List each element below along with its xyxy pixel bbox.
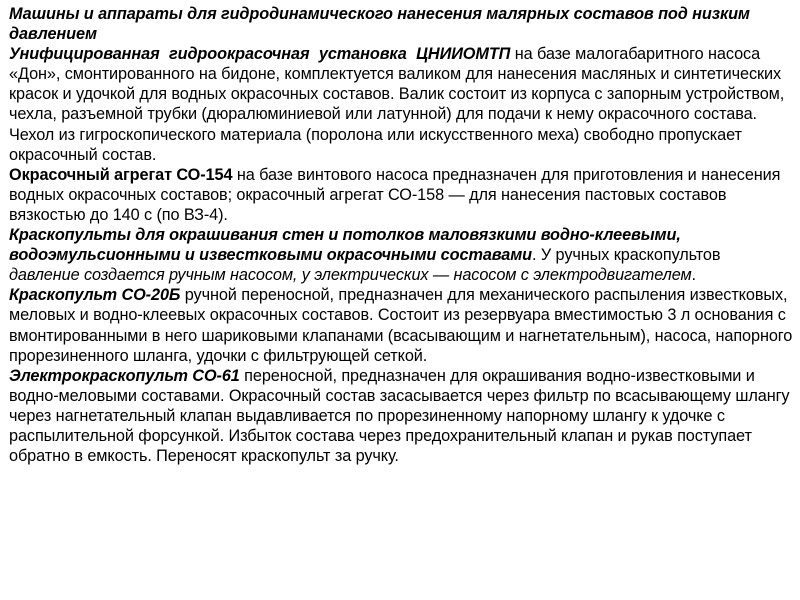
text-sprayers-2: . [691, 266, 696, 285]
text-sprayers-italic: давление создается ручным насосом, у электрических — насосом с электродвигателем [9, 266, 692, 285]
text-co154: на базе винтового насоса предназначен для приготовления и нанесения водных окрасочных составов; окрасочный агрегат СО-158 — для нанесения пастовых составов вязкостью до 140 с (по ВЗ-4). [9, 165, 781, 224]
paragraph-sprayers [9, 225, 793, 285]
term-co154: Окрасочный агрегат СО-154 [9, 165, 233, 184]
heading-title: Машины и аппараты для гидродинамического нанесения малярных составов под низким давлением [9, 5, 750, 44]
text-sprayers-1: . У ручных краскопультов [532, 246, 721, 265]
document-heading [9, 4, 793, 44]
paragraph-co154 [9, 165, 793, 225]
term-unified-installation: Унифицированная гидроокрасочная установка ЦНИИОМТП [9, 45, 511, 64]
text-unified-installation: на базе малогабаритного насоса «Дон», смонтированного на бидоне, комплектуется валиком для нанесения масляных и синтетических красок и удочкой для водных окрасочных составов. Валик состоит из корпуса с запорным устройством, чехла, разъемной трубки (дюралюминиевой или латунной) для подачи к нему окрасочного состава. Чехол из гигроскопического материала (поролона или искусственного меха) свободно пропускает окрасочный состав. [9, 45, 785, 164]
term-co20b: Краскопульт СО-20Б [9, 286, 181, 305]
paragraph-unified-installation [9, 44, 793, 165]
term-sprayers: Краскопульты для окрашивания стен и потолков маловязкими водно-клеевыми, водоэмульсионными и известковыми окрасочными составами [9, 226, 681, 265]
text-co61: переносной, предназначен для окрашивания водно-известковыми и водно-меловыми составами. Окрасочный состав засасывается через фильтр по всасывающему шлангу через нагнетательный клапан выдавливается по прорезиненному напорному шлангу к удочке с распылительной форсункой. Избыток состава через предохранительный клапан и рукав поступает обратно в емкость. Переносят краскопульт за ручку. [9, 366, 790, 466]
document-body [9, 4, 793, 466]
paragraph-co61 [9, 366, 793, 466]
text-co20b: ручной переносной, предназначен для механического распыления известковых, меловых и водно-клеевых окрасочных составов. Состоит из резервуара вместимостью 3 л основания с вмонтированными в него шариковыми клапанами (всасывающим и нагнетательным), насоса, напорного прорезиненного шланга, удочки с фильтрующей сеткой. [9, 286, 793, 365]
paragraph-co20b [9, 285, 793, 365]
term-co61: Электрокраскопульт СО-61 [9, 366, 240, 385]
